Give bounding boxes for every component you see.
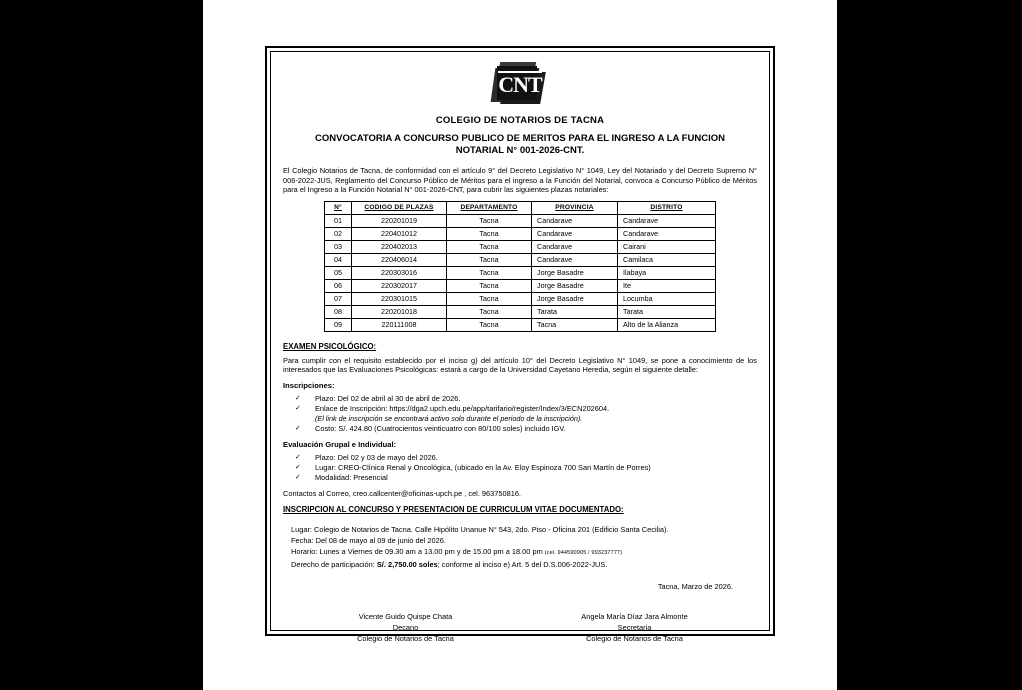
table-header-cell: N°: [325, 201, 352, 214]
table-cell: Candarave: [618, 227, 716, 240]
table-header-row: [325, 201, 716, 214]
table-cell: 220402013: [352, 240, 447, 253]
inscripciones-list: [283, 394, 757, 434]
list-item-text: Plazo: Del 02 de abril al 30 de abril de 2026.: [315, 393, 461, 403]
table-row: [325, 253, 716, 266]
plazas-table-head: [325, 201, 716, 214]
check-icon: ✓: [295, 394, 301, 402]
plazas-table-body: [325, 214, 716, 331]
check-icon: ✓: [295, 453, 301, 461]
list-item: [283, 453, 757, 463]
document-title-line-2: NOTARIAL N° 001-2026-CNT.: [455, 145, 585, 156]
psych-exam-paragraph: Para cumplir con el requisito establecido por el inciso g) del artículo 10° del Decreto Legislativo N° 1049, se pone a conocimiento de los interesados que las Evaluaciones Psicológicas: estará a cargo de la Universidad Cayetano Heredia, según el siguiente detalle:: [283, 355, 757, 375]
table-cell: 09: [325, 318, 352, 331]
signature: [301, 611, 511, 644]
list-item: [283, 424, 757, 434]
table-cell: Candarave: [532, 214, 618, 227]
plazas-table: [324, 201, 716, 332]
detail-lugar-label: Lugar: [291, 524, 310, 534]
table-cell: Tarata: [532, 305, 618, 318]
table-row: [325, 266, 716, 279]
intro-paragraph: El Colegio Notarios de Tacna, de conformidad con el artículo 9° del Decreto Legislativo N° 1049, Ley del Notariado y del Decreto Supremo N° 006-2022-JUS, Reglamento del Concurso Público de Méritos para el ingreso a la Función del Notarial, convoca a Concurso Público de Méritos para el Ingreso a la Función Notarial N° 001-2026-CNT, para cubrir las siguientes plazas notariales:: [283, 166, 757, 195]
table-cell: Tacna: [447, 240, 532, 253]
table-cell: 220111008: [352, 318, 447, 331]
cnt-logo-icon: [491, 62, 549, 108]
list-item-text: Lugar: CREO-Clínica Renal y Oncológica, (ubicado en la Av. Eloy Espinoza 700 San Martín de Porres): [315, 462, 651, 472]
table-row: [325, 214, 716, 227]
list-item: [283, 394, 757, 404]
table-cell: Cairani: [618, 240, 716, 253]
list-item-text: Costo: S/. 424.80 (Cuatrocientos veinticuatro con 80/100 soles) incluido IGV.: [315, 423, 566, 433]
evaluacion-list: [283, 453, 757, 483]
table-cell: 08: [325, 305, 352, 318]
signature-role: Secretaria: [617, 622, 652, 632]
plazas-table-container: [281, 201, 759, 332]
table-cell: Tacna: [447, 279, 532, 292]
evaluacion-heading: Evaluación Grupal e Individual:: [283, 439, 397, 449]
table-cell: Tacna: [447, 227, 532, 240]
signature-name: Angela María Díaz Jara Almonte: [581, 611, 688, 621]
table-cell: Tacna: [447, 292, 532, 305]
detail-lugar: [291, 524, 757, 535]
table-cell: Camilaca: [618, 253, 716, 266]
detail-derecho-label: Derecho de participación:: [291, 559, 375, 569]
table-cell: 220302017: [352, 279, 447, 292]
signature-org: Colegio de Notarios de Tacna: [586, 633, 683, 643]
table-cell: 220303016: [352, 266, 447, 279]
list-item-text: Modalidad: Presencial: [315, 472, 388, 482]
detail-fecha-value: : Del 08 de mayo al 09 de junio del 2026.: [311, 535, 446, 545]
table-cell: Tacna: [447, 318, 532, 331]
signature: [530, 611, 740, 644]
list-item-text: Plazo: Del 02 y 03 de mayo del 2026.: [315, 452, 438, 462]
document-title-line-1: CONVOCATORIA A CONCURSO PUBLICO DE MERITOS PARA EL INGRESO A LA FUNCION: [315, 133, 725, 144]
detail-horario: [291, 546, 757, 559]
table-cell: Locumba: [618, 292, 716, 305]
signature-role: Decano: [392, 622, 419, 632]
inscripciones-heading: Inscripciones:: [283, 380, 335, 390]
table-cell: Ite: [618, 279, 716, 292]
signature-org: Colegio de Notarios de Tacna: [357, 633, 454, 643]
table-row: [325, 318, 716, 331]
table-cell: 03: [325, 240, 352, 253]
document-title: [289, 133, 751, 157]
logo-container: [281, 62, 759, 108]
table-cell: Jorge Basadre: [532, 292, 618, 305]
detail-horario-phones: (cel. 944590905 / 993237777): [544, 549, 623, 556]
document-page: [203, 0, 837, 690]
table-cell: 02: [325, 227, 352, 240]
table-header-cell: PROVINCIA: [532, 201, 618, 214]
detail-derecho-rest: ; conforme al inciso e) Art. 5 del D.S.006-2022-JUS.: [437, 559, 608, 569]
table-row: [325, 292, 716, 305]
table-row: [325, 227, 716, 240]
inscripcion-details: [291, 524, 757, 570]
table-cell: Candarave: [532, 253, 618, 266]
table-header-cell: CODIGO DE PLAZAS: [352, 201, 447, 214]
table-cell: 07: [325, 292, 352, 305]
table-row: [325, 305, 716, 318]
table-header-cell: DEPARTAMENTO: [447, 201, 532, 214]
detail-lugar-value: : Colegio de Notarios de Tacna. Calle Hipólito Unanue N° 543, 2do. Piso - Oficina 201 (Edificio Santa Cecilia).: [309, 524, 669, 534]
organization-name: COLEGIO DE NOTARIOS DE TACNA: [435, 115, 605, 126]
detail-derecho-amount: S/. 2,750.00 soles: [374, 559, 438, 569]
detail-fecha: [291, 535, 757, 546]
table-cell: Tacna: [447, 253, 532, 266]
document-outer-border: [265, 46, 775, 643]
table-cell: Candarave: [532, 240, 618, 253]
check-icon: ✓: [295, 473, 301, 481]
detail-derecho: [291, 559, 757, 570]
table-row: [325, 240, 716, 253]
table-cell: Tacna: [532, 318, 618, 331]
table-cell: 220201018: [352, 305, 447, 318]
detail-horario-value: Lunes a Viernes de 09.30 am a 13.00 pm y de 15.00 pm a 18.00 pm: [317, 546, 545, 556]
table-cell: Tacna: [447, 214, 532, 227]
table-cell: Alto de la Alianza: [618, 318, 716, 331]
signature-name: Vicente Guido Quispe Chata: [358, 611, 453, 621]
list-item: [283, 404, 757, 424]
list-item: [283, 473, 757, 483]
table-cell: 05: [325, 266, 352, 279]
table-cell: 01: [325, 214, 352, 227]
logo-monogram-text: CNT: [498, 72, 542, 97]
table-cell: Jorge Basadre: [532, 266, 618, 279]
list-item-text: Enlace de Inscripción: https://dga2.upch.edu.pe/app/tarifario/register/Index/3/ECN202604.: [315, 403, 610, 413]
table-cell: Jorge Basadre: [532, 279, 618, 292]
place-and-date: Tacna, Marzo de 2026.: [657, 581, 733, 591]
table-row: [325, 279, 716, 292]
inscripcion-concurso-heading: INSCRIPCION AL CONCURSO Y PRESENTACION DE CURRICULUM VITAE DOCUMENTADO:: [283, 504, 624, 514]
logo-monogram: [491, 71, 549, 96]
signature-block: [291, 611, 749, 644]
table-cell: 220406014: [352, 253, 447, 266]
check-icon: ✓: [295, 463, 301, 471]
table-cell: 220401012: [352, 227, 447, 240]
detail-fecha-label: Fecha: [291, 535, 312, 545]
contact-line: Contactos al Correo, creo.callcenter@oficinas-upch.pe , cel. 963750816.: [283, 488, 521, 498]
table-cell: 06: [325, 279, 352, 292]
table-cell: Ilabaya: [618, 266, 716, 279]
table-cell: Tarata: [618, 305, 716, 318]
table-cell: Tacna: [447, 305, 532, 318]
table-cell: 04: [325, 253, 352, 266]
table-header-cell: DISTRITO: [618, 201, 716, 214]
table-cell: 220201019: [352, 214, 447, 227]
table-cell: 220301015: [352, 292, 447, 305]
check-icon: ✓: [295, 404, 301, 412]
psych-exam-heading: EXAMEN PSICOLÓGICO:: [283, 341, 377, 351]
table-cell: Candarave: [532, 227, 618, 240]
detail-horario-label: Horario:: [291, 546, 318, 556]
table-cell: Tacna: [447, 266, 532, 279]
document-content: [270, 51, 770, 643]
table-cell: Candarave: [618, 214, 716, 227]
list-item-note: (El link de inscripción se encontrará activo solo durante el periodo de la inscripción).: [315, 413, 583, 423]
list-item: [283, 463, 757, 473]
check-icon: ✓: [295, 424, 301, 432]
